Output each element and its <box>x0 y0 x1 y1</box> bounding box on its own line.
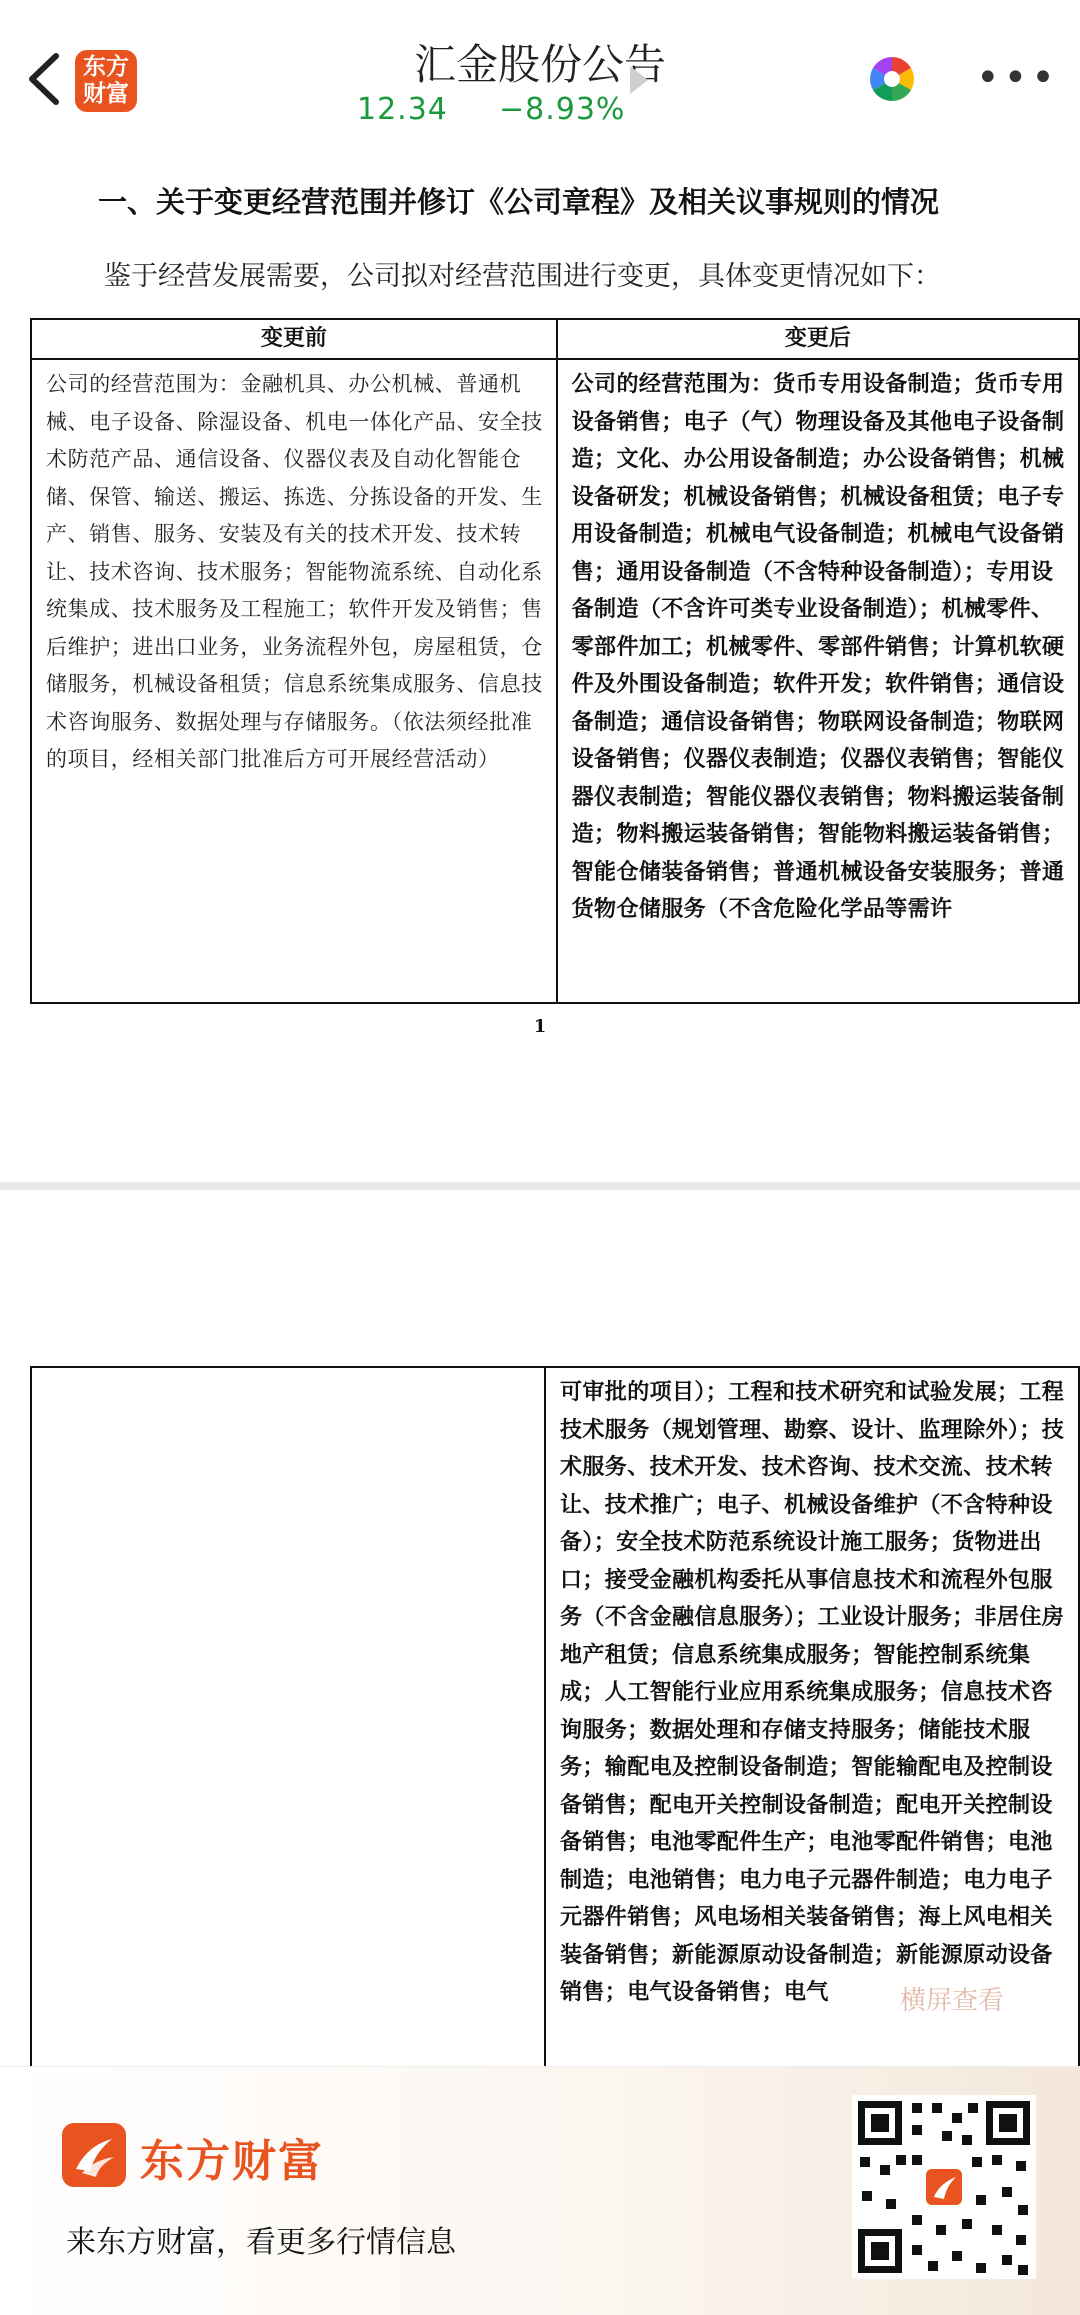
after-cell-page2: 可审批的项目）；工程和技术研究和试验发展；工程技术服务（规划管理、勘察、设计、监理除外）；技术服务、技术开发、技术咨询、技术交流、技术转让、技术推广；电子、机械设备维护（不含特种设备）；安全技术防范系统设计施工服务；货物进出口；接受金融机构委托从事信息技术和流程外包服务（不含金融信息服务）；工业设计服务；非居住房地产租赁；信息系统集成服务；智能控制系统集成；人工智能行业应用系统集成服务；信息技术咨询服务；数据处理和存储支持服务；储能技术服务；输配电及控制设备制造；智能输配电及控制设备销售；配电开关控制设备制造；配电开关控制设备销售；电池零配件生产；电池零配件销售；电池制造；电池销售；电力电子元器件制造；电力电子元器件销售；风电场相关装备销售；海上风电相关装备销售；新能源原动设备制造；新能源原动设备销售；电气设备销售；电气 <box>545 1367 1079 2066</box>
stock-name: 汇金股份公告 <box>413 40 666 89</box>
header-after: 变更后 <box>557 319 1079 359</box>
play-arrow-icon[interactable] <box>630 66 648 94</box>
more-dots-icon[interactable]: ••• <box>976 55 1059 101</box>
stock-change-value: −8.93% <box>498 92 626 127</box>
brand-logo-icon <box>62 2123 126 2187</box>
header-before: 变更前 <box>31 319 557 359</box>
top-bar <box>0 0 1080 143</box>
brand-name: 东方财富 <box>140 2136 324 2187</box>
comparison-table <box>30 318 1080 1004</box>
before-cell: 公司的经营范围为：金融机具、办公机械、普通机械、电子设备、除湿设备、机电一体化产品、安全技术防范产品、通信设备、仪器仪表及自动化智能仓储、保管、输送、搬运、拣选、分拣设备的开发、生产、销售、服务、安装及有关的技术开发、技术转让、技术咨询、技术服务；智能物流系统、自动化系统集成、技术服务及工程施工；软件开发及销售；售后维护；进出口业务，业务流程外包，房屋租赁，仓储服务，机械设备租赁；信息系统集成服务、信息技术咨询服务、数据处理与存储服务。（依法须经批准的项目，经相关部门批准后方可开展经营活动） <box>31 359 557 1003</box>
app-logo[interactable]: 东方财富 <box>75 50 137 112</box>
promo-banner[interactable] <box>0 2066 1080 2315</box>
qr-code-icon[interactable] <box>852 2095 1036 2279</box>
document-page-2 <box>0 1190 1080 2066</box>
banner-slogan: 来东方财富，看更多行情信息 <box>66 2225 456 2260</box>
page-number: 1 <box>533 1016 547 1037</box>
page-divider <box>0 1182 1080 1190</box>
document-page-1 <box>0 142 1080 1182</box>
before-cell-empty <box>31 1367 545 2066</box>
landscape-view-button[interactable]: 横屏查看 <box>900 1986 1005 2016</box>
comparison-table-continued <box>30 1366 1080 2066</box>
stock-price-value: 12.34 <box>357 92 448 127</box>
after-cell-page1: 公司的经营范围为：货币专用设备制造；货币专用设备销售；电子（气）物理设备及其他电子设备制造；文化、办公用设备制造；办公设备销售；机械设备研发；机械设备销售；机械设备租赁；电子专用设备制造；机械电气设备制造；机械电气设备销售；通用设备制造（不含特种设备制造）；专用设备制造（不含许可类专业设备制造）；机械零件、零部件加工；机械零件、零部件销售；计算机软硬件及外围设备制造；软件开发；软件销售；通信设备制造；通信设备销售；物联网设备制造；物联网设备销售；仪器仪表制造；仪器仪表销售；智能仪器仪表制造；智能仪器仪表销售；物料搬运装备制造；物料搬运装备销售；智能物料搬运装备销售；智能仓储装备销售；普通机械设备安装服务；普通货物仓储服务（不含危险化学品等需许 <box>557 359 1079 1003</box>
aperture-icon[interactable] <box>868 55 916 103</box>
section-title: 一、关于变更经营范围并修订《公司章程》及相关议事规则的情况 <box>98 185 940 219</box>
stock-quote[interactable] <box>357 92 625 127</box>
intro-paragraph: 鉴于经营发展需要，公司拟对经营范围进行变更，具体变更情况如下： <box>104 261 941 292</box>
